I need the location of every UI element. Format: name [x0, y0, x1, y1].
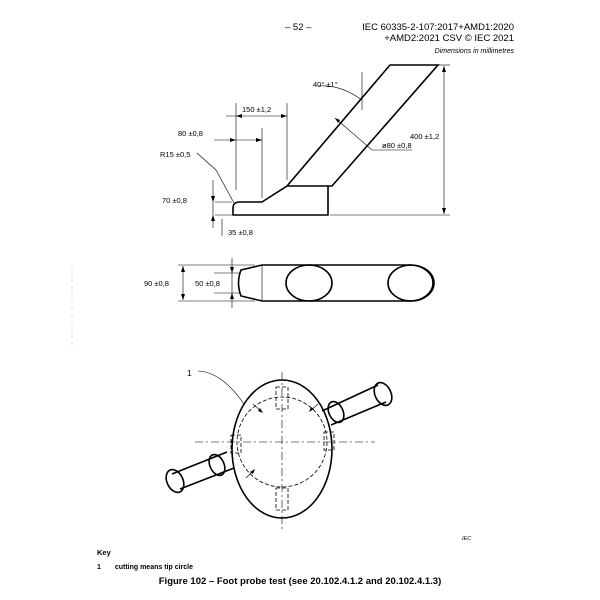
callout-1-label: 1 — [187, 368, 192, 378]
iec-mark: IEC — [462, 536, 472, 542]
probe-rod-lower-left — [163, 452, 234, 495]
dim-length-150: 150 ±1,2 — [242, 105, 272, 114]
probe-top-outline — [239, 265, 434, 301]
dim-length-35: 35 ±0,8 — [228, 228, 253, 237]
key-item-text: cutting means tip circle — [114, 564, 193, 571]
key-item-1 — [97, 564, 193, 571]
standard-line-2: +AMD2:2021 CSV © IEC 2021 — [384, 33, 514, 44]
probe-rod-upper-right — [322, 380, 395, 425]
dim-angle-40: 40° ±1° — [313, 80, 338, 89]
standard-line-1: IEC 60335-2-107:2017+AMD1:2020 — [362, 22, 514, 33]
dim-radius-15: R15 ±0,5 — [160, 150, 191, 159]
top-view — [144, 258, 434, 308]
dim-width-50: 50 ±0,8 — [195, 279, 220, 288]
key-item-number: 1 — [97, 564, 101, 571]
page-number: – 52 – — [285, 22, 312, 33]
dim-height-400: 400 ±1,2 — [410, 132, 440, 141]
figure-caption: Figure 102 – Foot probe test (see 20.102.4.1.2 and 20.102.4.1.3) — [158, 576, 442, 587]
top-view-ellipse-right — [388, 265, 434, 301]
dim-length-80: 80 ±0,8 — [178, 129, 203, 138]
dim-diameter-80: ø80 ±0,8 — [382, 141, 412, 150]
dimensions-note: Dimensions in millimetres — [434, 48, 514, 55]
dim-width-90: 90 ±0,8 — [144, 279, 169, 288]
dim-height-70: 70 ±0,8 — [162, 196, 187, 205]
plan-view — [163, 368, 472, 542]
top-view-ellipse-left — [286, 265, 332, 301]
callout-1-leader — [198, 371, 244, 404]
key-title: Key — [97, 548, 111, 557]
side-view — [160, 65, 450, 237]
